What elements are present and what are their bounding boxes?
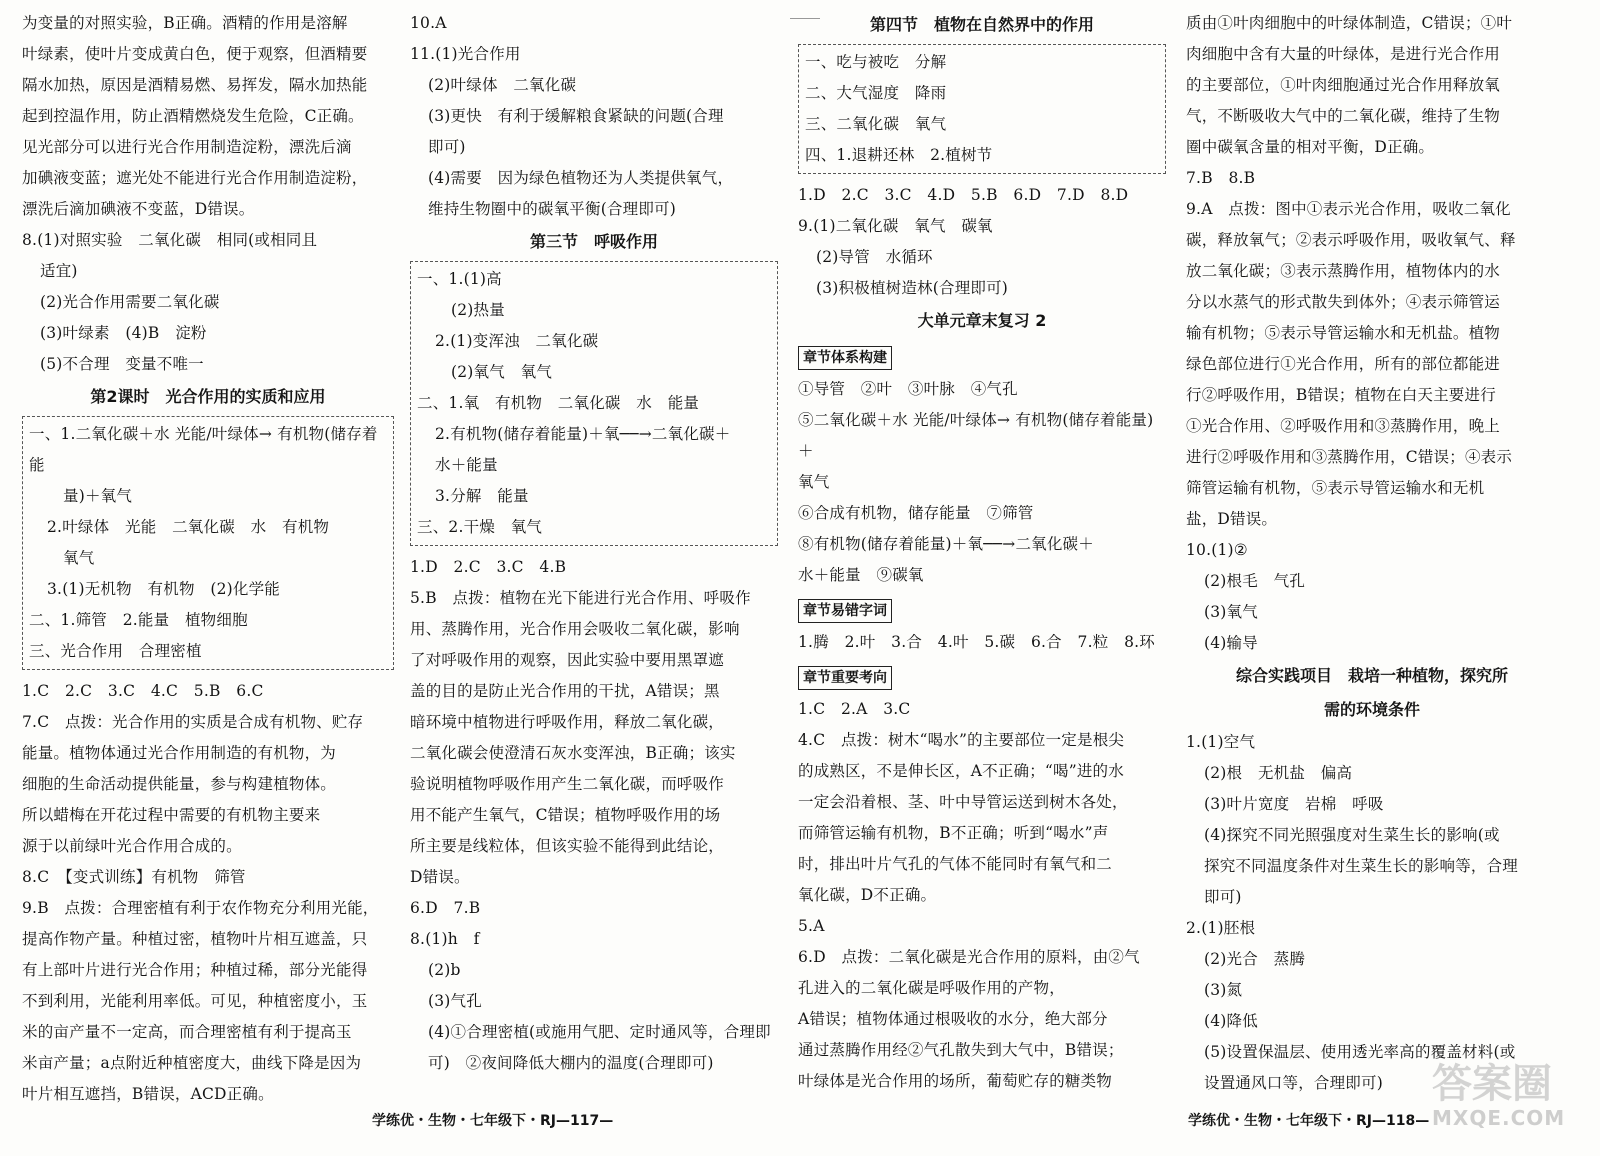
- text-line: 9.A 点拨：图中①表示光合作用，吸收二氧化: [1186, 200, 1511, 218]
- text-line: 盐，D错误。: [1186, 510, 1278, 528]
- text-line: (2)导管 水循环: [816, 248, 933, 266]
- text-line: 3.分解 能量: [435, 487, 529, 505]
- text-line: 8.C 【变式训练】有机物 筛管: [22, 868, 246, 886]
- text-line: 6.D 7.B: [410, 899, 481, 917]
- text-line: 时，排出叶片气孔的气体不能同时有氧气和二: [798, 855, 1113, 873]
- text-line: 维持生物圈中的碳氧平衡(合理即可): [428, 200, 676, 218]
- text-line: 可) ②夜间降低大棚内的温度(合理即可): [428, 1054, 714, 1072]
- text-line: 氧化碳，D不正确。: [798, 886, 937, 904]
- text-line: 即可): [428, 138, 466, 156]
- text-line: (5)不合理 变量不唯一: [40, 355, 204, 373]
- text-line: 三、二氧化碳 氧气: [805, 115, 947, 133]
- text-line: (3)叶片宽度 岩棉 呼吸: [1204, 795, 1384, 813]
- text-line: 加碘液变蓝；遮光处不能进行光合作用制造淀粉，: [22, 169, 368, 187]
- text-line: 进行②呼吸作用和③蒸腾作用，C错误；④表示: [1186, 448, 1513, 466]
- text-line: 3.(1)无机物 有机物 (2)化学能: [47, 580, 281, 598]
- text-line: 二、1.筛管 2.能量 植物细胞: [29, 611, 248, 629]
- text-line: 用、蒸腾作用，光合作用会吸收二氧化碳，影响: [410, 620, 740, 638]
- column-2: [410, 8, 778, 1079]
- text-line: 叶片相互遮挡，B错误，ACD正确。: [22, 1085, 274, 1103]
- text-line: 漂洗后滴加碘液不变蓝，D错误。: [22, 200, 255, 218]
- text-line: 探究不同温度条件对生菜生长的影响等，合理: [1204, 857, 1519, 875]
- text-line: 有上部叶片进行光合作用；种植过稀，部分光能得: [22, 961, 368, 979]
- text-line: A错误；植物体通过根吸收的水分，绝大部分: [798, 1010, 1108, 1028]
- text-line: 一、吃与被吃 分解: [805, 53, 947, 71]
- text-line: 四、1.退耕还林 2.植树节: [805, 146, 993, 164]
- text-line: 孔进入的二氧化碳是呼吸作用的产物，: [798, 979, 1065, 997]
- col1-bottom: [22, 676, 394, 1110]
- text-line: 放二氧化碳；③表示蒸腾作用，植物体内的水: [1186, 262, 1501, 280]
- text-line: 2.叶绿体 光能 二氧化碳 水 有机物: [47, 518, 330, 536]
- text-line: 用不能产生氧气，C错误；植物呼吸作用的场: [410, 806, 721, 824]
- text-line: 1.D 2.C 3.C 4.B: [410, 558, 567, 576]
- text-line: 二氧化碳会使澄清石灰水变浑浊，B正确；该实: [410, 744, 736, 762]
- text-line: 4.C 点拨：树木“喝水”的主要部位一定是根尖: [798, 731, 1125, 749]
- text-line: 二、1.氧 有机物 二氧化碳 水 能量: [417, 394, 700, 412]
- text-line: (4)输导: [1204, 634, 1258, 652]
- text-line: 起到控温作用，防止酒精燃烧发生危险，C正确。: [22, 107, 364, 125]
- project-heading: 综合实践项目 栽培一种植物，探究所: [1235, 666, 1508, 685]
- text-line: 1.(1)空气: [1186, 733, 1256, 751]
- text-line: 8.(1)h f: [410, 930, 480, 948]
- text-line: (5)设置保温层、使用透光率高的覆盖材料(或: [1204, 1043, 1516, 1061]
- text-line: 所以蜡梅在开花过程中需要的有机物主要来: [22, 806, 321, 824]
- text-line: (2)氧气 氧气: [451, 363, 553, 381]
- section-heading: 第四节 植物在自然界中的作用: [869, 15, 1094, 34]
- text-line: 气，不断吸收大气中的二氧化碳，维持了生物: [1186, 107, 1501, 125]
- text-line: 碳，释放氧气；②表示呼吸作用，吸收氧气、释: [1186, 231, 1516, 249]
- text-line: 11.(1)光合作用: [410, 45, 521, 63]
- text-line: (4)探究不同光照强度对生菜生长的影响(或: [1204, 826, 1500, 844]
- text-line: 9.B 点拨：合理密植有利于农作物充分利用光能，: [22, 899, 379, 917]
- summary-box: [22, 416, 394, 670]
- text-line: 不到利用，光能利用率低。可见，种植密度小，玉: [22, 992, 368, 1010]
- text-line: (3)氧气: [1204, 603, 1258, 621]
- text-line: (3)氮: [1204, 981, 1243, 999]
- text-line: (4)需要 因为绿色植物还为人类提供氧气，: [428, 169, 734, 187]
- text-line: 9.(1)二氧化碳 氧气 碳氧: [798, 217, 993, 235]
- text-line: 一、1.(1)高: [417, 270, 502, 288]
- text-line: 质由①叶肉细胞中的叶绿体制造，C错误；①叶: [1186, 14, 1513, 32]
- text-line: 一定会沿着根、茎、叶中导管运送到树木各处，: [798, 793, 1128, 811]
- text-line: 验说明植物呼吸作用产生二氧化碳，而呼吸作: [410, 775, 725, 793]
- text-line: (3)积极植树造林(合理即可): [816, 279, 1009, 297]
- text-line: 暗环境中植物进行呼吸作用，释放二氧化碳，: [410, 713, 725, 731]
- text-line: 1.C 2.C 3.C 4.C 5.B 6.C: [22, 682, 264, 700]
- text-line: 筛管运输有机物，⑤表示导管运输水和无机: [1186, 479, 1485, 497]
- text-line: 氧气: [63, 549, 95, 567]
- text-line: 5.A: [798, 917, 825, 935]
- text-line: 10.(1)②: [1186, 541, 1248, 559]
- summary-box: [798, 44, 1166, 174]
- text-line: 水＋能量 ⑨碳氧: [798, 566, 924, 584]
- text-line: (2)根毛 气孔: [1204, 572, 1306, 590]
- text-line: 为变量的对照实验，B正确。酒精的作用是溶解: [22, 14, 348, 32]
- column-1: [22, 8, 394, 1110]
- text-line: 7.C 点拨：光合作用的实质是合成有机物、贮存: [22, 713, 364, 731]
- text-line: 2.(1)胚根: [1186, 919, 1256, 937]
- text-line: 1.C 2.A 3.C: [798, 700, 911, 718]
- text-line: 盖的目的是防止光合作用的干扰，A错误；黑: [410, 682, 720, 700]
- text-line: 氧气: [798, 473, 830, 491]
- text-line: (3)叶绿素 (4)B 淀粉: [40, 324, 207, 342]
- watermark-text: 答案圈: [1432, 1061, 1552, 1107]
- text-line: 分以水蒸气的形式散失到体外；④表示筛管运: [1186, 293, 1501, 311]
- text-line: ①光合作用、②呼吸作用和③蒸腾作用，晚上: [1186, 417, 1501, 435]
- text-line: 10.A: [410, 14, 447, 32]
- watermark-url: MXQE.COM: [1432, 1106, 1566, 1130]
- text-line: 1.D 2.C 3.C 4.D 5.B 6.D 7.D 8.D: [798, 186, 1129, 204]
- text-line: 量)＋氧气: [63, 487, 133, 505]
- text-line: (4)①合理密植(或施用气肥、定时通风等，合理即: [428, 1023, 771, 1041]
- section-heading: 第2课时 光合作用的实质和应用: [90, 387, 326, 406]
- text-line: 源于以前绿叶光合作用合成的。: [22, 837, 242, 855]
- text-line: 提高作物产量。种植过密，植物叶片相互遮盖，只: [22, 930, 368, 948]
- text-line: (3)更快 有利于缓解粮食紧缺的问题(合理: [428, 107, 724, 125]
- review-heading: 大单元章末复习 2: [917, 311, 1047, 330]
- text-line: 2.有机物(储存着能量)＋氧──→二氧化碳＋: [435, 425, 731, 443]
- text-line: (4)降低: [1204, 1012, 1258, 1030]
- text-line: 行②呼吸作用，B错误；植物在白天主要进行: [1186, 386, 1496, 404]
- section-tag: 章节易错字词: [798, 599, 892, 623]
- text-line: 7.B 8.B: [1186, 169, 1256, 187]
- text-line: 隔水加热，原因是酒精易燃、易挥发，隔水加热能: [22, 76, 368, 94]
- text-line: 能量。植物体通过光合作用制造的有机物，为: [22, 744, 337, 762]
- text-line: 细胞的生命活动提供能量，参与构建植物体。: [22, 775, 337, 793]
- text-line: (2)光合 蒸腾: [1204, 950, 1306, 968]
- text-line: 米的亩产量不一定高，而合理密植有利于提高玉: [22, 1023, 352, 1041]
- text-line: 而筛管运输有机物，B不正确；听到“喝水”声: [798, 824, 1109, 842]
- text-line: 叶绿体是光合作用的场所，葡萄贮存的糖类物: [798, 1072, 1113, 1090]
- text-line: (2)热量: [451, 301, 505, 319]
- text-line: 叶绿素，使叶片变成黄白色，便于观察，但酒精要: [22, 45, 368, 63]
- text-line: 所主要是线粒体，但该实验不能得到此结论，: [410, 837, 725, 855]
- page-footer-left: 学练优・生物・七年级下・RJ—117—: [372, 1113, 614, 1129]
- text-line: 见光部分可以进行光合作用制造淀粉，漂洗后滴: [22, 138, 352, 156]
- text-line: 输有机物；⑤表示导管运输水和无机盐。植物: [1186, 324, 1501, 342]
- text-line: ⑥合成有机物，储存能量 ⑦筛管: [798, 504, 1034, 522]
- text-line: 即可): [1204, 888, 1242, 906]
- text-line: ⑧有机物(储存着能量)＋氧──→二氧化碳＋: [798, 535, 1094, 553]
- text-line: (2)叶绿体 二氧化碳: [428, 76, 577, 94]
- text-line: D错误。: [410, 868, 470, 886]
- text-line: 的成熟区，不是伸长区，A不正确；“喝”进的水: [798, 762, 1124, 780]
- text-line: 圈中碳氧含量的相对平衡，D正确。: [1186, 138, 1435, 156]
- text-line: ⑤二氧化碳＋水 光能/叶绿体→ 有机物(储存着能量)＋: [798, 411, 1154, 460]
- text-line: (2)b: [428, 961, 461, 979]
- text-line: 设置通风口等，合理即可): [1204, 1074, 1383, 1092]
- text-line: 三、光合作用 合理密植: [29, 642, 202, 660]
- column-3: [798, 8, 1166, 1097]
- text-line: 米亩产量；a点附近种植密度大，曲线下降是因为: [22, 1054, 362, 1072]
- section-tag: 章节体系构建: [798, 346, 892, 370]
- text-line: 6.D 点拨：二氧化碳是光合作用的原料，由②气: [798, 948, 1140, 966]
- column-4: [1186, 8, 1558, 1099]
- text-line: (2)光合作用需要二氧化碳: [40, 293, 220, 311]
- text-line: 的主要部位，①叶肉细胞通过光合作用释放氧: [1186, 76, 1501, 94]
- text-line: 8.(1)对照实验 二氧化碳 相同(或相同且: [22, 231, 318, 249]
- text-line: 一、1.二氧化碳＋水 光能/叶绿体→ 有机物(储存着能: [29, 425, 378, 474]
- text-line: 适宜): [40, 262, 78, 280]
- text-line: 5.B 点拨：植物在光下能进行光合作用、呼吸作: [410, 589, 751, 607]
- col1-top: [22, 8, 394, 380]
- text-line: 二、大气湿度 降雨: [805, 84, 947, 102]
- text-line: 三、2.干燥 氧气: [417, 518, 543, 536]
- text-line: (3)气孔: [428, 992, 482, 1010]
- watermark-logo: [1432, 1062, 1592, 1142]
- text-line: 2.(1)变浑浊 二氧化碳: [435, 332, 599, 350]
- text-line: 了对呼吸作用的观察，因此实验中要用黑罩遮: [410, 651, 725, 669]
- section-tag: 章节重要考向: [798, 666, 892, 690]
- text-line: 肉细胞中含有大量的叶绿体，是进行光合作用: [1186, 45, 1501, 63]
- text-line: ①导管 ②叶 ③叶脉 ④气孔: [798, 380, 1018, 398]
- text-line: 水＋能量: [435, 456, 498, 474]
- section-heading: 第三节 呼吸作用: [529, 232, 658, 251]
- project-heading-cont: 需的环境条件: [1323, 700, 1420, 719]
- text-line: 通过蒸腾作用经②气孔散失到大气中，B错误；: [798, 1041, 1124, 1059]
- text-line: 1.腾 2.叶 3.合 4.叶 5.碳 6.合 7.粒 8.环: [798, 633, 1156, 651]
- text-line: 绿色部位进行①光合作用，所有的部位都能进: [1186, 355, 1501, 373]
- text-line: (2)根 无机盐 偏高: [1204, 764, 1353, 782]
- summary-box: [410, 261, 778, 546]
- page-footer-right: 学练优・生物・七年级下・RJ—118—: [1188, 1113, 1430, 1129]
